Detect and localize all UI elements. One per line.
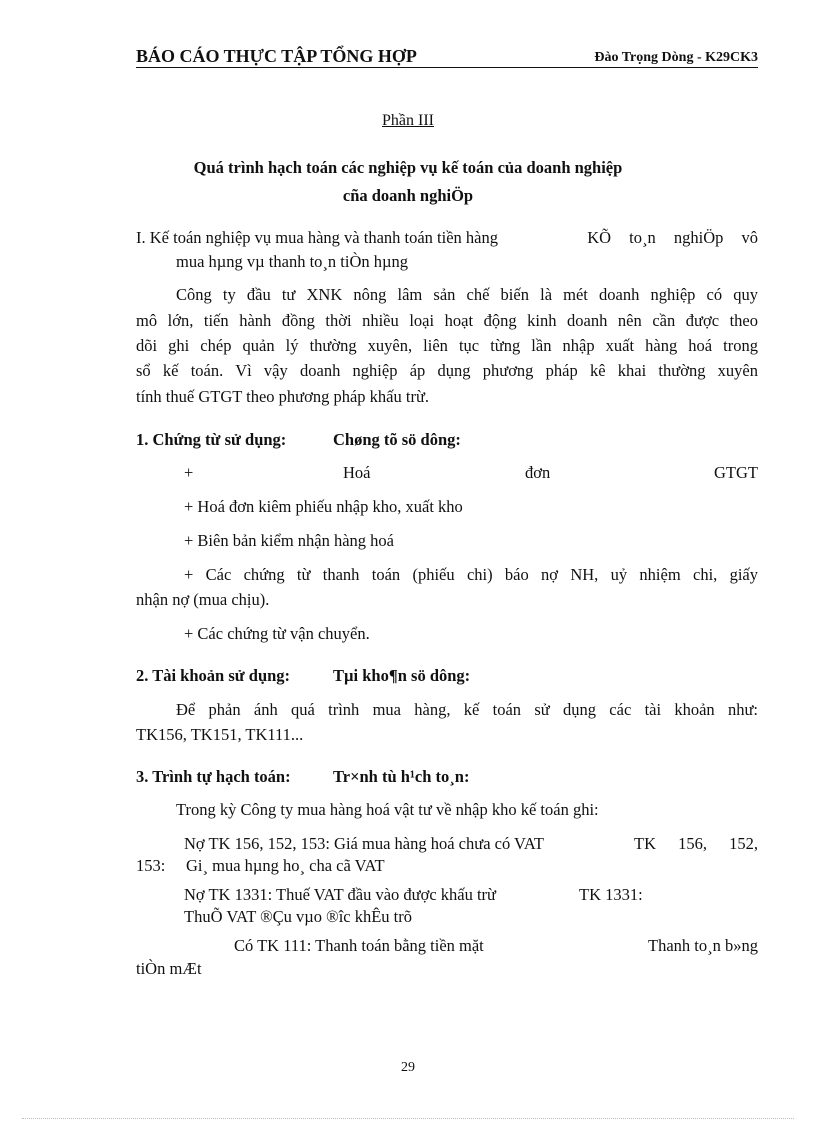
intro-line-1: Công ty đầu tư XNK nông lâm sản chế biến là mét doanh nghiệp có quy xyxy=(176,285,758,304)
heading-procedure-alt: Tr×nh tù h¹ch to¸n: xyxy=(333,767,470,786)
entry-2-line-1-alt: TK 1331: xyxy=(579,885,643,904)
report-title: BÁO CÁO THỰC TẬP TỔNG HỢP xyxy=(136,46,417,66)
header-divider xyxy=(136,67,758,68)
section-heading: I. Kế toán nghiệp vụ mua hàng và thanh toán tiền hàng xyxy=(136,228,498,247)
part-heading: Phần III xyxy=(382,112,434,129)
page-number: 29 xyxy=(401,1060,415,1075)
heading-documents-alt: Chøng tõ sö dông: xyxy=(333,430,461,449)
doc-item-2: + Hoá đơn kiêm phiếu nhập kho, xuất kho xyxy=(184,497,463,516)
entry-1-line-2-code: 153: xyxy=(136,856,166,875)
doc-item-1-word-b: đơn xyxy=(525,463,551,482)
doc-item-4-line-2: nhận nợ (mua chịu). xyxy=(136,590,270,609)
section-heading-alt: KÕ to¸n nghiÖp vô xyxy=(587,228,758,247)
doc-item-1-word-a: Hoá xyxy=(343,463,371,482)
doc-item-1-plus: + xyxy=(184,463,194,482)
chapter-title-line2: cña doanh nghiÖp xyxy=(342,186,474,205)
entry-3-line-1-alt: Thanh to¸n b»ng xyxy=(648,936,758,955)
heading-accounts: 2. Tài khoản sử dụng: xyxy=(136,666,291,685)
accounts-line-2: TK156, TK151, TK111... xyxy=(136,725,304,744)
entry-intro: Trong kỳ Công ty mua hàng hoá vật tư về nhập kho kế toán ghi: xyxy=(176,800,599,819)
heading-procedure: 3. Trình tự hạch toán: xyxy=(136,767,291,786)
doc-item-3: + Biên bản kiểm nhận hàng hoá xyxy=(184,531,395,550)
entry-2-line-1: Nợ TK 1331: Thuế VAT đầu vào được khấu trừ xyxy=(184,885,496,904)
author-info: Đào Trọng Dòng - K29CK3 xyxy=(594,50,758,65)
entry-1-line-1-alt: TK 156, 152, xyxy=(634,834,758,853)
entry-2-line-2-alt: ThuÕ VAT ®Çu vµo ®îc khÊu trõ xyxy=(184,907,413,926)
doc-item-5: + Các chứng từ vận chuyển. xyxy=(184,624,370,643)
entry-3-line-1: Có TK 111: Thanh toán bằng tiền mặt xyxy=(234,936,484,955)
section-heading-alt-cont: mua hµng vµ thanh to¸n tiÒn hµng xyxy=(176,252,408,271)
intro-line-5: tính thuế GTGT theo phương pháp khấu trừ. xyxy=(136,387,430,406)
intro-line-4: sổ kế toán. Vì vậy doanh nghiệp áp dụng phương pháp kê khai thường xuyên xyxy=(136,361,758,380)
heading-documents: 1. Chứng từ sử dụng: xyxy=(136,430,287,449)
doc-item-1-word-c: GTGT xyxy=(714,463,758,482)
chapter-title-line1: Quá trình hạch toán các nghiệp vụ kế toán của doanh nghiệp xyxy=(193,158,623,177)
doc-item-4-line-1: + Các chứng từ thanh toán (phiếu chi) báo nợ NH, uỷ nhiệm chi, giấy xyxy=(184,565,758,584)
entry-1-line-2-alt: Gi¸ mua hµng ho¸ cha cã VAT xyxy=(186,856,385,875)
page-bottom-edge xyxy=(22,1118,794,1119)
intro-line-3: dõi ghi chép quản lý thường xuyên, liên tục từng lần nhập xuất hàng hoá trong xyxy=(136,336,758,355)
accounts-line-1: Để phản ánh quá trình mua hàng, kế toán sử dụng các tài khoản như: xyxy=(176,700,758,719)
entry-3-line-2-alt: tiÒn mÆt xyxy=(136,959,202,978)
heading-accounts-alt: Tµi kho¶n sö dông: xyxy=(333,666,471,685)
entry-1-line-1: Nợ TK 156, 152, 153: Giá mua hàng hoá chưa có VAT xyxy=(184,834,544,853)
intro-line-2: mô lớn, tiến hành đồng thời nhiều loại hoạt động kinh doanh nên cần được theo xyxy=(136,311,758,330)
